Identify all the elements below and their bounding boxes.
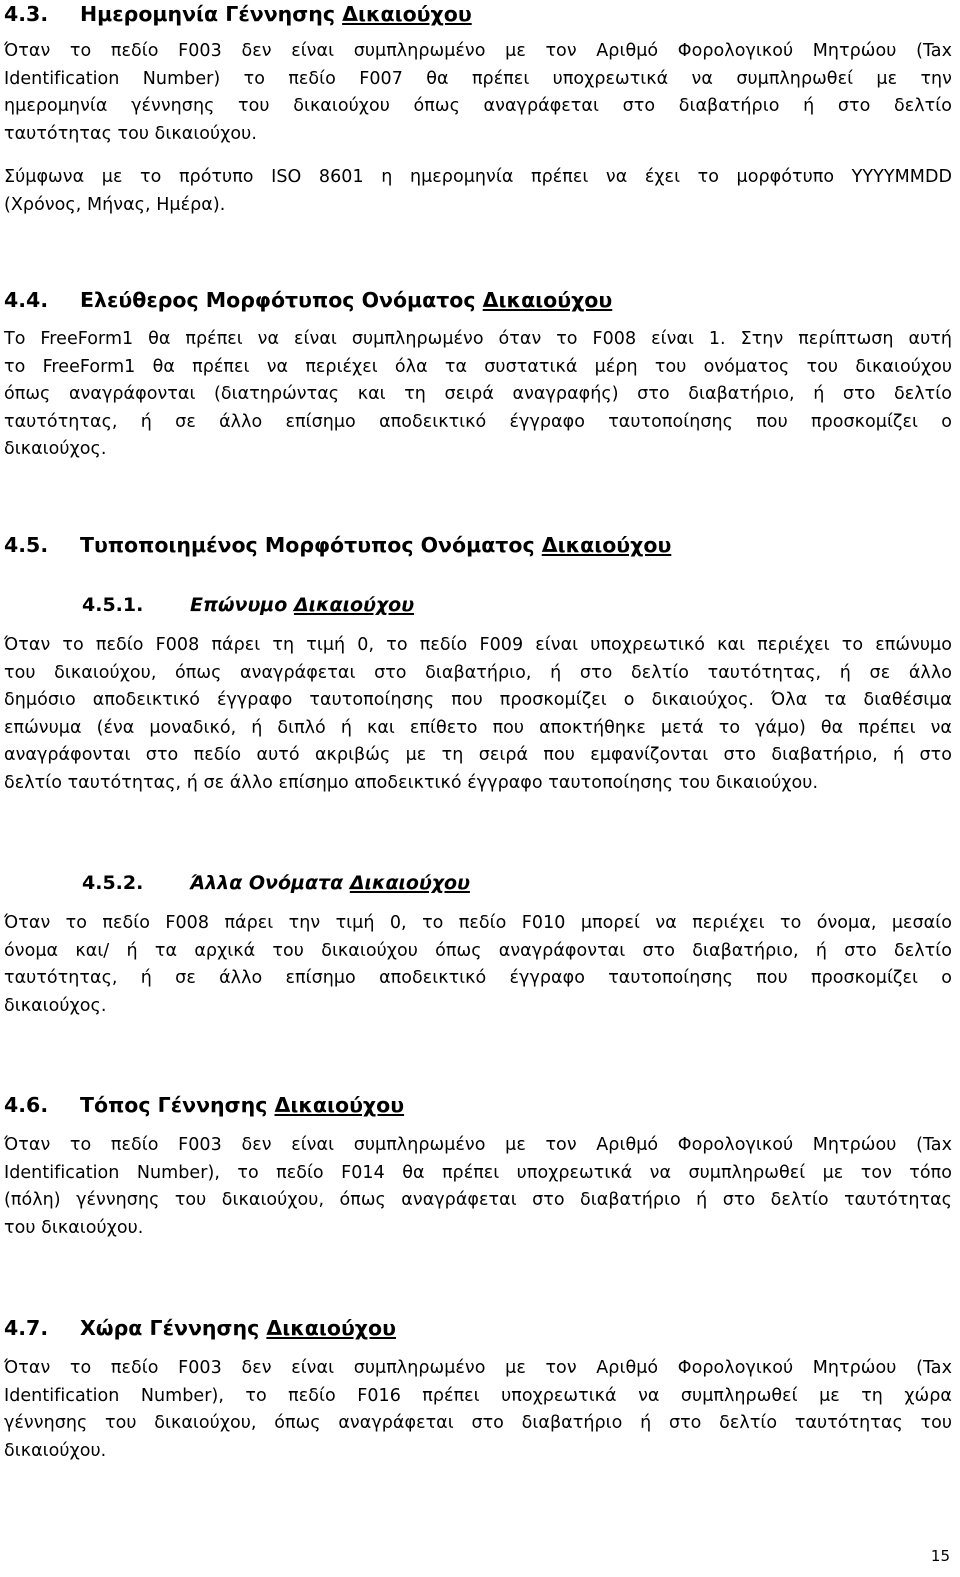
- paragraph-4-5-1: [4, 632, 952, 798]
- subsection-number: 4.5.2.: [82, 872, 144, 894]
- subsection-heading-4-5-2: [4, 869, 952, 897]
- section-heading-4-6: [4, 1091, 952, 1119]
- text-line: (Χρόνος, Μήνας, Ημέρα).: [4, 194, 226, 215]
- section-number: 4.4.: [4, 288, 49, 312]
- paragraph-4-6: [4, 1132, 952, 1242]
- section-title: Χώρα Γέννησης: [80, 1316, 267, 1340]
- text-line: Identification Number), το πεδίο F014 θα πρέπει υποχρεωτικά να συμπληρωθεί με τον τόπο: [4, 1162, 952, 1183]
- text-line: (πόλη) γέννησης του δικαιούχου, όπως αναγράφεται στο διαβατήριο ή στο δελτίο ταυτότητας: [4, 1190, 952, 1211]
- paragraph: [4, 632, 952, 798]
- section-number: 4.3.: [4, 2, 49, 26]
- text-line: ταυτότητας, ή σε άλλο επίσημο αποδεικτικό έγγραφο ταυτοποίησης που προσκομίζει ο: [4, 411, 952, 432]
- text-line: όνομα και/ ή τα αρχικά του δικαιούχου όπως αναγράφονται στο διαβατήριο, ή στο δελτίο: [4, 940, 952, 961]
- text-line: επώνυμα (ένα μοναδικό, ή διπλό ή και επίθετο που αποκτήθηκε μετά το γάμο) θα πρέπει να: [4, 717, 952, 738]
- text-line: του δικαιούχου, όπως αναγράφεται στο διαβατήριο, ή στο δελτίο ταυτότητας, ή σε άλλο: [4, 662, 952, 683]
- paragraph: [4, 1355, 952, 1465]
- paragraph-4-3-a: [4, 38, 952, 148]
- text-line: γέννησης του δικαιούχου, όπως αναγράφεται στο διαβατήριο ή στο δελτίο ταυτότητας του: [4, 1413, 952, 1434]
- section-title-underlined: Δικαιούχου: [266, 1316, 396, 1340]
- subsection-title: Άλλα Ονόματα: [190, 872, 350, 894]
- section-title: Τόπος Γέννησης: [80, 1093, 275, 1117]
- text-line: δικαιούχου.: [4, 1440, 107, 1461]
- text-line: Identification Number) το πεδίο F007 θα πρέπει υποχρεωτικά να συμπληρωθεί με την: [4, 68, 952, 89]
- paragraph: [4, 1132, 952, 1242]
- text-line: του δικαιούχου.: [4, 1217, 144, 1238]
- section-title-underlined: Δικαιούχου: [482, 288, 613, 312]
- section-number: 4.6.: [4, 1093, 49, 1117]
- paragraph-4-3-b: [4, 164, 952, 219]
- section-title: Ημερομηνία Γέννησης: [80, 2, 343, 26]
- text-line: Όταν το πεδίο F003 δεν είναι συμπληρωμένο με τον Αριθμό Φορολογικού Μητρώου (Tax: [4, 1358, 952, 1378]
- text-line: Όταν το πεδίο F003 δεν είναι συμπληρωμένο με τον Αριθμό Φορολογικού Μητρώου (Tax: [4, 41, 952, 61]
- paragraph: [4, 910, 952, 1020]
- section-title: Ελεύθερος Μορφότυπος Ονόματος: [80, 288, 483, 312]
- paragraph: [4, 326, 952, 464]
- text-line: Σύμφωνα με το πρότυπο ISO 8601 η ημερομηνία πρέπει να έχει το μορφότυπο YYYYMMDD: [4, 167, 952, 187]
- paragraph: [4, 38, 952, 148]
- paragraph-4-4: [4, 326, 952, 464]
- subsection-number: 4.5.1.: [82, 594, 144, 616]
- text-line: Όταν το πεδίο F003 δεν είναι συμπληρωμένο με τον Αριθμό Φορολογικού Μητρώου (Tax: [4, 1135, 952, 1155]
- text-line: Όταν το πεδίο F008 πάρει την τιμή 0, το πεδίο F010 μπορεί να περιέχει το όνομα, μεσαίο: [4, 913, 952, 933]
- subsection-title: Επώνυμο: [190, 594, 294, 616]
- text-line: δικαιούχος.: [4, 439, 107, 460]
- text-line: Όταν το πεδίο F008 πάρει τη τιμή 0, το πεδίο F009 είναι υποχρεωτικό και περιέχει το επώνυμο: [4, 635, 952, 655]
- subsection-title-underlined: Δικαιούχου: [293, 594, 415, 616]
- text-line: ταυτότητας του δικαιούχου.: [4, 123, 257, 144]
- text-line: δελτίο ταυτότητας, ή σε άλλο επίσημο αποδεικτικό έγγραφο ταυτοποίησης του δικαιούχου.: [4, 772, 819, 793]
- section-title-underlined: Δικαιούχου: [274, 1093, 405, 1117]
- text-line: αναγράφονται στο πεδίο αυτό ακριβώς με τη σειρά που εμφανίζονται στο διαβατήριο, ή στο: [4, 745, 952, 766]
- section-title: Τυποποιημένος Μορφότυπος Ονόματος: [80, 533, 542, 557]
- section-heading-4-4: [4, 286, 952, 314]
- subsection-title-underlined: Δικαιούχου: [349, 872, 470, 894]
- text-line: Identification Number), το πεδίο F016 πρέπει υποχρεωτικά να συμπληρωθεί με τη χώρα: [4, 1385, 952, 1406]
- paragraph-4-7: [4, 1355, 952, 1465]
- section-heading-4-3: [4, 0, 952, 28]
- text-line: ημερομηνία γέννησης του δικαιούχου όπως αναγράφεται στο διαβατήριο ή στο δελτίο: [4, 96, 952, 117]
- text-line: ταυτότητας, ή σε άλλο επίσημο αποδεικτικό έγγραφο ταυτοποίησης που προσκομίζει ο: [4, 968, 952, 989]
- subsection-heading-4-5-1: [4, 591, 952, 619]
- section-heading-4-7: [4, 1314, 952, 1342]
- section-title-underlined: Δικαιούχου: [541, 533, 672, 557]
- text-line: δημόσιο αποδεικτικό έγγραφο ταυτοποίησης που προσκομίζει ο δικαιούχος. Όλα τα διαθέσιμα: [4, 690, 952, 711]
- text-line: όπως αναγράφονται (διατηρώντας και τη σειρά αναγραφής) στο διαβατήριο, ή στο δελτίο: [4, 384, 952, 405]
- text-line: το FreeForm1 θα πρέπει να περιέχει όλα τα συστατικά μέρη του ονόματος του δικαιούχου: [4, 356, 952, 377]
- section-title-underlined: Δικαιούχου: [342, 2, 472, 26]
- paragraph: [4, 164, 952, 219]
- paragraph-4-5-2: [4, 910, 952, 1020]
- page-number: 15: [930, 1547, 950, 1565]
- text-line: Το FreeForm1 θα πρέπει να είναι συμπληρωμένο όταν το F008 είναι 1. Στην περίπτωση αυτή: [4, 329, 952, 349]
- section-heading-4-5: [4, 531, 952, 559]
- section-number: 4.5.: [4, 533, 49, 557]
- section-number: 4.7.: [4, 1316, 49, 1340]
- text-line: δικαιούχος.: [4, 995, 107, 1016]
